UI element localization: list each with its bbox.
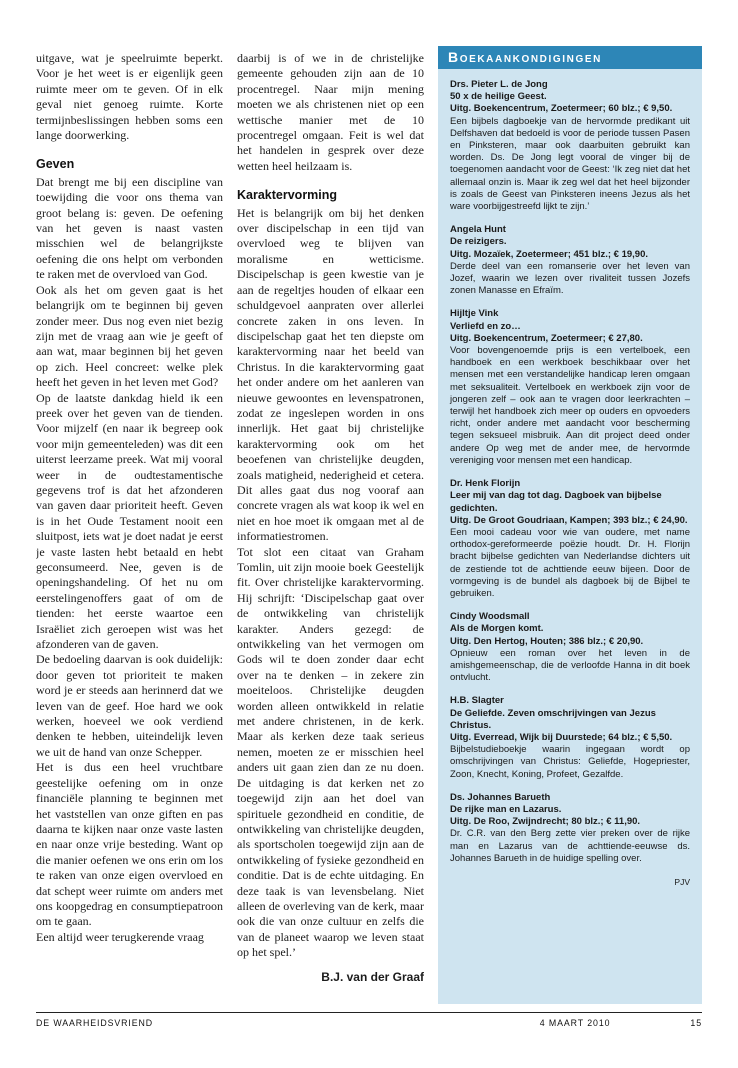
article-paragraph: daarbij is of we in de christelijke gemeente gehouden zijn aan de 10 procentregel. Naar mijn mening moeten we als christenen niet op een wettische manier met de 10 procentregel omgaan. Feit is wel dat het handelen in gesprek over deze wetten heel heilzaam is. — [237, 51, 424, 173]
book-title: De reizigers. — [450, 236, 507, 248]
book-author: Cindy Woodsmall — [450, 611, 530, 623]
book-entry — [450, 478, 690, 600]
article-column-1 — [36, 46, 223, 1004]
book-description: Derde deel van een romanserie over het leven van Jozef, waarin we lezen over rivaliteit tussen Jozefs zonen Manasse en Efraïm. — [450, 260, 690, 297]
book-publisher: Uitg. De Groot Goudriaan, Kampen; 393 blz.; € 24,90. — [450, 514, 688, 526]
article-paragraph: De bedoeling daarvan is ook duidelijk: door geven tot prioriteit te maken word je er steeds aan herinnerd dat we leven van de geef. Hoe hard we ook werken, hoeveel we ook verdiend denken te hebben, uiteindelijk leven we uit de hand van onze Schepper. — [36, 652, 223, 759]
article-paragraph: Ook als het om geven gaat is het belangrijk om te beginnen bij geven zonder meer. Dus nog even niet bezig zijn met de vraag aan wie je geeft of aan wat, maar beginnen bij het geven op zich. Heel concreet: welke plek heeft het geven in het leven met God? — [36, 282, 223, 390]
issue-date: 4 MAART 2010 — [539, 1018, 611, 1028]
book-description: Bijbelstudieboekje waarin ingegaan wordt op omschrijvingen van Christus: Geliefde, Hogepriester, Zoon, Knecht, Koning, Profeet, Gezalfde. — [450, 744, 690, 780]
section-heading-karaktervorming: Karaktervorming — [237, 188, 338, 203]
book-title: De rijke man en Lazarus. — [450, 803, 562, 815]
book-author: Drs. Pieter L. de Jong — [450, 79, 548, 90]
book-publisher: Uitg. Boekencentrum, Zoetermeer; 60 blz.; € 9,50. — [450, 103, 673, 115]
book-description: Dr. C.R. van den Berg zette vier preken over de rijke man en Lazarus van de achttiende-eeuwse ds. Johannes Barueth in de huidige spelling over. — [450, 828, 690, 864]
book-author: H.B. Slagter — [450, 695, 504, 707]
page-number: 15 — [690, 1018, 702, 1028]
book-entry — [450, 224, 690, 297]
article-paragraph: Het is belangrijk om bij het denken over discipelschap in een tijd van overvloed weg te blijven van moralisme en wetticisme. Discipelschap is geen kwestie van je aan de regeltjes houden of elkaar een schuldgevoel aanpraten over allerlei concrete zaken in ons leven. In discipelschap gaat het ten diepste om karaktervorming naar het beeld van Christus. In die karaktervorming gaat het onder andere om het aanleren van nieuwe gewoontes en levenspatronen, zodat ze ingeslepen worden in ons innerlijk. Het gaat bij christelijke karaktervorming ook om het beoefenen van christelijke deugden, zoals matigheid, nederigheid et cetera. Dit alles gaat dus nog vooraf aan concrete vragen als wat koop ik wel en niet en hoe moet ik omgaan met al de informatiestromen. — [237, 205, 424, 544]
sidebar-title: Boekaankondigingen — [438, 46, 702, 69]
page-footer — [36, 1012, 702, 1028]
book-entry — [450, 611, 690, 684]
section-heading-geven: Geven — [36, 157, 75, 172]
book-title: 50 x de heilige Geest. — [450, 91, 547, 103]
book-description: Voor bovengenoemde prijs is een vertelboek, een handboek en een werkboek beschikbaar over het mensen met een verstandelijke handicap leren omgaan met seksualiteit. Vertelboek en werkboek zijn voor de jongeren zelf – ook aan te vragen door leerkrachten – terwijl het handboek zich meer op ouders en opvoeders richt, onder andere met aandacht voor bescherming tegen seksueel misbruik. Aan dit project deed onder andere Op weg met de ander mee, de hervormde vereniging voor mensen met een handicap. — [450, 345, 690, 466]
book-title: Leer mij van dag tot dag. Dagboek van bijbelse gedichten. — [450, 490, 662, 514]
book-author: Ds. Johannes Barueth — [450, 791, 551, 803]
article-paragraph: Het is dus een heel vruchtbare geestelijke oefening om in onze financiële planning te beginnen met het vaststellen van onze giften en pas daarna te kijken naar onze vaste lasten en naar onze vrije besteding. Want op die manier oefenen we ons erin om los te raken van onze eigen overvloed en dat schept weer ruimte om anders met ons koopgedrag en consumptiepatroon om te gaan. — [36, 760, 223, 929]
article-paragraph: Tot slot een citaat van Graham Tomlin, uit zijn mooie boek Geestelijk fit. Over christelijke karaktervorming. Hij schrijft: ‘Discipelschap gaat over de ontwikkeling van christelijk karakter. Anders gezegd: de ontwikkeling van het vermogen om Gods wil te doen zonder daar echt over na te denken – in zekere zin moeiteloos. Christelijke deugden worden alleen ontwikkeld in relatie met andere christenen, in de kerk. Maar als kerken deze taak serieus nemen, moeten ze er misschien heel anders uit gaan zien dan ze nu doen. De uitdaging is dat kerken net zo toegewijd zijn aan het doel van spirituele gezondheid en conditie, de ontwikkeling van christelijke deugden, als sportscholen toegewijd zijn aan de ontwikkeling of fysieke gezondheid en conditie. Dat is de echte uitdaging. En deze taak is van levensbelang. Niet alleen de overleving van de kerk, maar ook die van onze cultuur en zelfs die van de planeet waarop we leven staat op het spel.’ — [237, 544, 424, 960]
reviewer-initials: PJV — [674, 876, 690, 887]
book-publisher: Uitg. Everread, Wijk bij Duurstede; 64 blz.; € 5,50. — [450, 731, 673, 743]
book-title: Als de Morgen komt. — [450, 623, 544, 635]
article-column-2 — [237, 46, 424, 1004]
article-paragraph: Dat brengt me bij een discipline van toewijding die voor ons thema van groot belang is: geven. De oefening van het geven is naast vasten misschien wel de belangrijkste oefening die ons helpt om verbonden te raken met de overvloed van God. — [36, 174, 223, 282]
article-paragraph: Op de laatste dankdag hield ik een preek over het geven van de tienden. Voor mijzelf (en naar ik begreep ook voor mijn gemeenteleden) was dit een uiterst leerzame preek. Wat mij vooral weer in de oudtestamentische gegevens trof is dat het afzonderen van gaven daar prioriteit heeft. Geven is in het Oude Testament nooit een sluitpost, iets wat je doet nadat je eerst je vaste lasten hebt betaald en hebt geconsumeerd. Nee, geven is de openingshandeling. Of het nu om eerstelingenoffers gaat of om de tienden: het eerste waartoe een Israëliet zich geroepen wist was het afzonderen van de gaven. — [36, 390, 223, 652]
sidebar-body — [438, 69, 702, 1004]
book-publisher: Uitg. Boekencentrum, Zoetermeer; € 27,80. — [450, 332, 643, 344]
book-title: Verliefd en zo… — [450, 320, 521, 332]
book-entry — [450, 695, 690, 780]
book-description: Een mooi cadeau voor wie van oudere, met name orthodox-gereformeerde poëzie houdt. Dr. H. Florijn bracht bijbelse gedichten van Nederlandse dichters uit de zestiende tot de achttiende eeuw bijeen. Door de vormgeving is de bundel als dagboek bij de Bijbel te gebruiken. — [450, 526, 690, 599]
book-entry — [450, 308, 690, 467]
book-author: Dr. Henk Florijn — [450, 478, 521, 490]
article-paragraph: Een altijd weer terugkerende vraag — [36, 929, 204, 944]
book-description: Opnieuw een roman over het leven in de amishgemeenschap, die de verloofde Hanna in dit boek ontvlucht. — [450, 647, 690, 684]
book-title: De Geliefde. Zeven omschrijvingen van Jezus Christus. — [450, 707, 656, 731]
book-author: Hijltje Vink — [450, 308, 499, 320]
book-publisher: Uitg. De Roo, Zwijndrecht; 80 blz.; € 11,90. — [450, 816, 641, 828]
article-paragraph: uitgave, wat je speelruimte beperkt. Voor je het weet is er eigenlijk geen ruimte meer om te geven. Of in elk geval niet genoeg ruimte. Korte termijnbeslissingen hebben soms een lange doorwerking. — [36, 51, 223, 143]
book-entry — [450, 79, 690, 213]
book-announcements-sidebar — [438, 46, 702, 1004]
book-publisher: Uitg. Mozaïek, Zoetermeer; 451 blz.; € 19,90. — [450, 248, 648, 260]
author-byline: B.J. van der Graaf — [321, 969, 424, 984]
book-description: Een bijbels dagboekje van de hervormde predikant uit Delfshaven dat bedoeld is voor de periode tussen Pasen en Pinksteren, maar ook daarbuiten gebruikt kan worden. Ds. De Jong legt vooral de vinger bij de toegenomen aandacht voor de Geest: ‘Ik zeg niet dat het allemaal onzin is. Maar ik zeg wel dat het heel bijzonder is zoals de Geest van Pinksteren ineens Jezus als het ware voorbijgestreefd lijkt te zijn.’ — [450, 115, 690, 213]
book-publisher: Uitg. Den Hertog, Houten; 386 blz.; € 20,90. — [450, 635, 644, 647]
book-entry — [450, 792, 690, 865]
book-author: Angela Hunt — [450, 224, 506, 236]
magazine-name: DE WAARHEIDSVRIEND — [36, 1018, 154, 1028]
page-content — [36, 46, 702, 1004]
